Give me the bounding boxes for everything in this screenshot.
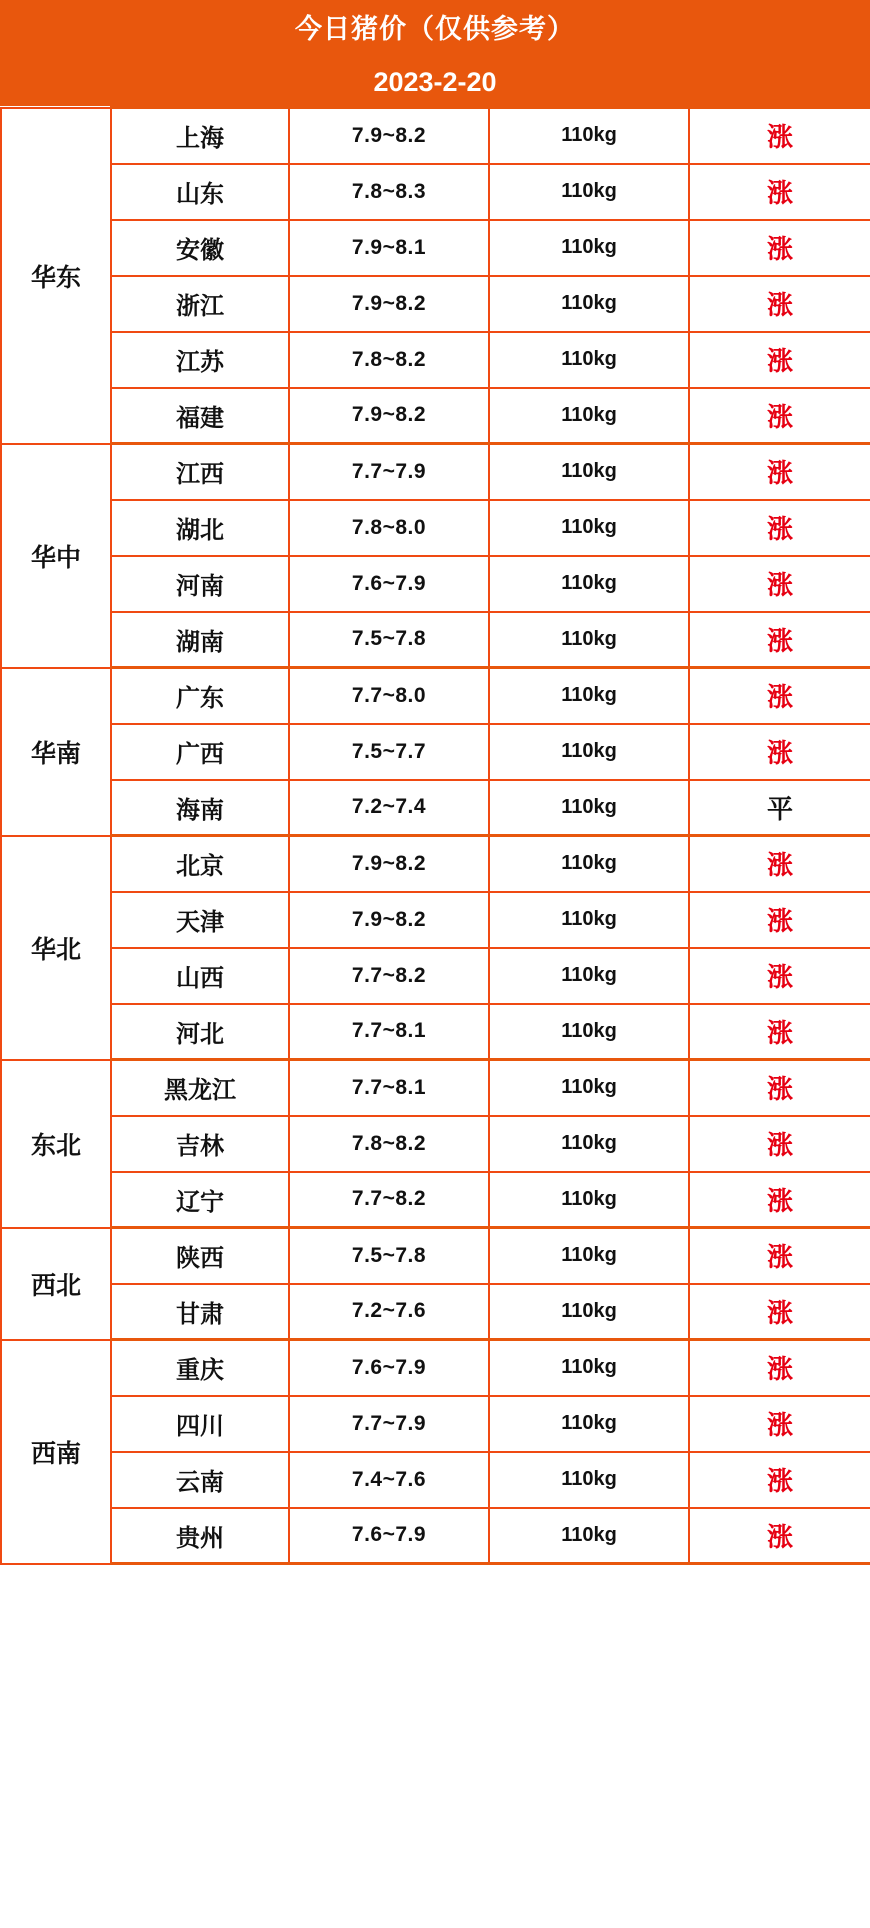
province-cell: 浙江	[111, 276, 289, 332]
region-cell: 华北	[1, 836, 111, 1060]
table-row	[1, 1228, 870, 1284]
province-cell: 山西	[111, 948, 289, 1004]
trend-cell: 涨	[689, 1452, 870, 1508]
trend-cell: 涨	[689, 1228, 870, 1284]
weight-cell: 110kg	[489, 780, 689, 836]
price-cell: 7.7~8.2	[289, 948, 489, 1004]
province-cell: 贵州	[111, 1508, 289, 1564]
price-cell: 7.7~8.1	[289, 1060, 489, 1116]
weight-cell: 110kg	[489, 556, 689, 612]
trend-cell: 涨	[689, 500, 870, 556]
trend-cell: 涨	[689, 1116, 870, 1172]
province-cell: 福建	[111, 388, 289, 444]
trend-cell: 涨	[689, 1172, 870, 1228]
weight-cell: 110kg	[489, 220, 689, 276]
price-cell: 7.7~7.9	[289, 1396, 489, 1452]
weight-cell: 110kg	[489, 1004, 689, 1060]
province-cell: 重庆	[111, 1340, 289, 1396]
table-row	[1, 1060, 870, 1116]
table-row	[1, 108, 870, 164]
table-row	[1, 1004, 870, 1060]
table-row	[1, 500, 870, 556]
price-cell: 7.8~8.3	[289, 164, 489, 220]
trend-cell: 涨	[689, 668, 870, 724]
province-cell: 辽宁	[111, 1172, 289, 1228]
table-row	[1, 1396, 870, 1452]
province-cell: 黑龙江	[111, 1060, 289, 1116]
weight-cell: 110kg	[489, 164, 689, 220]
trend-cell: 平	[689, 780, 870, 836]
table-row	[1, 388, 870, 444]
date-label: 2023-2-20	[0, 59, 870, 106]
price-cell: 7.7~8.1	[289, 1004, 489, 1060]
table-row	[1, 1508, 870, 1564]
weight-cell: 110kg	[489, 612, 689, 668]
trend-cell: 涨	[689, 108, 870, 164]
price-cell: 7.7~8.2	[289, 1172, 489, 1228]
trend-cell: 涨	[689, 836, 870, 892]
weight-cell: 110kg	[489, 1284, 689, 1340]
province-cell: 吉林	[111, 1116, 289, 1172]
trend-cell: 涨	[689, 1284, 870, 1340]
weight-cell: 110kg	[489, 892, 689, 948]
trend-cell: 涨	[689, 1340, 870, 1396]
weight-cell: 110kg	[489, 500, 689, 556]
table-row	[1, 276, 870, 332]
weight-cell: 110kg	[489, 332, 689, 388]
price-cell: 7.8~8.2	[289, 332, 489, 388]
table-row	[1, 948, 870, 1004]
table-row	[1, 612, 870, 668]
province-cell: 天津	[111, 892, 289, 948]
weight-cell: 110kg	[489, 668, 689, 724]
weight-cell: 110kg	[489, 388, 689, 444]
trend-cell: 涨	[689, 892, 870, 948]
weight-cell: 110kg	[489, 1228, 689, 1284]
table-row	[1, 780, 870, 836]
province-cell: 云南	[111, 1452, 289, 1508]
table-row	[1, 1284, 870, 1340]
province-cell: 安徽	[111, 220, 289, 276]
price-cell: 7.2~7.6	[289, 1284, 489, 1340]
table-row	[1, 1172, 870, 1228]
province-cell: 江苏	[111, 332, 289, 388]
weight-cell: 110kg	[489, 1116, 689, 1172]
price-cell: 7.5~7.8	[289, 612, 489, 668]
price-cell: 7.9~8.1	[289, 220, 489, 276]
trend-cell: 涨	[689, 1396, 870, 1452]
province-cell: 陕西	[111, 1228, 289, 1284]
weight-cell: 110kg	[489, 1172, 689, 1228]
trend-cell: 涨	[689, 556, 870, 612]
trend-cell: 涨	[689, 164, 870, 220]
trend-cell: 涨	[689, 444, 870, 500]
table-row	[1, 164, 870, 220]
price-cell: 7.7~8.0	[289, 668, 489, 724]
weight-cell: 110kg	[489, 276, 689, 332]
page-title: 今日猪价（仅供参考）	[0, 0, 870, 59]
table-row	[1, 220, 870, 276]
weight-cell: 110kg	[489, 1452, 689, 1508]
region-cell: 东北	[1, 1060, 111, 1228]
price-cell: 7.4~7.6	[289, 1452, 489, 1508]
table-row	[1, 332, 870, 388]
region-cell: 华中	[1, 444, 111, 668]
weight-cell: 110kg	[489, 948, 689, 1004]
price-table	[0, 106, 870, 1565]
weight-cell: 110kg	[489, 836, 689, 892]
trend-cell: 涨	[689, 724, 870, 780]
table-row	[1, 724, 870, 780]
price-cell: 7.9~8.2	[289, 388, 489, 444]
table-row	[1, 1340, 870, 1396]
price-cell: 7.7~7.9	[289, 444, 489, 500]
price-cell: 7.9~8.2	[289, 892, 489, 948]
weight-cell: 110kg	[489, 1060, 689, 1116]
weight-cell: 110kg	[489, 108, 689, 164]
trend-cell: 涨	[689, 1060, 870, 1116]
province-cell: 山东	[111, 164, 289, 220]
region-cell: 西北	[1, 1228, 111, 1340]
province-cell: 广东	[111, 668, 289, 724]
trend-cell: 涨	[689, 948, 870, 1004]
province-cell: 四川	[111, 1396, 289, 1452]
table-row	[1, 892, 870, 948]
table-row	[1, 556, 870, 612]
province-cell: 河北	[111, 1004, 289, 1060]
trend-cell: 涨	[689, 612, 870, 668]
weight-cell: 110kg	[489, 1340, 689, 1396]
region-cell: 华南	[1, 668, 111, 836]
region-cell: 华东	[1, 108, 111, 444]
province-cell: 北京	[111, 836, 289, 892]
weight-cell: 110kg	[489, 1508, 689, 1564]
price-cell: 7.9~8.2	[289, 836, 489, 892]
trend-cell: 涨	[689, 220, 870, 276]
price-cell: 7.2~7.4	[289, 780, 489, 836]
province-cell: 湖南	[111, 612, 289, 668]
province-cell: 河南	[111, 556, 289, 612]
table-row	[1, 1452, 870, 1508]
price-cell: 7.8~8.2	[289, 1116, 489, 1172]
trend-cell: 涨	[689, 332, 870, 388]
province-cell: 江西	[111, 444, 289, 500]
price-cell: 7.6~7.9	[289, 1508, 489, 1564]
price-cell: 7.9~8.2	[289, 108, 489, 164]
province-cell: 甘肃	[111, 1284, 289, 1340]
region-cell: 西南	[1, 1340, 111, 1564]
trend-cell: 涨	[689, 1508, 870, 1564]
table-row	[1, 1116, 870, 1172]
trend-cell: 涨	[689, 276, 870, 332]
trend-cell: 涨	[689, 388, 870, 444]
trend-cell: 涨	[689, 1004, 870, 1060]
table-row	[1, 668, 870, 724]
weight-cell: 110kg	[489, 444, 689, 500]
province-cell: 上海	[111, 108, 289, 164]
table-row	[1, 444, 870, 500]
province-cell: 湖北	[111, 500, 289, 556]
table-row	[1, 836, 870, 892]
price-cell: 7.8~8.0	[289, 500, 489, 556]
price-cell: 7.5~7.8	[289, 1228, 489, 1284]
weight-cell: 110kg	[489, 724, 689, 780]
price-cell: 7.9~8.2	[289, 276, 489, 332]
price-cell: 7.5~7.7	[289, 724, 489, 780]
weight-cell: 110kg	[489, 1396, 689, 1452]
price-cell: 7.6~7.9	[289, 1340, 489, 1396]
province-cell: 广西	[111, 724, 289, 780]
province-cell: 海南	[111, 780, 289, 836]
price-cell: 7.6~7.9	[289, 556, 489, 612]
